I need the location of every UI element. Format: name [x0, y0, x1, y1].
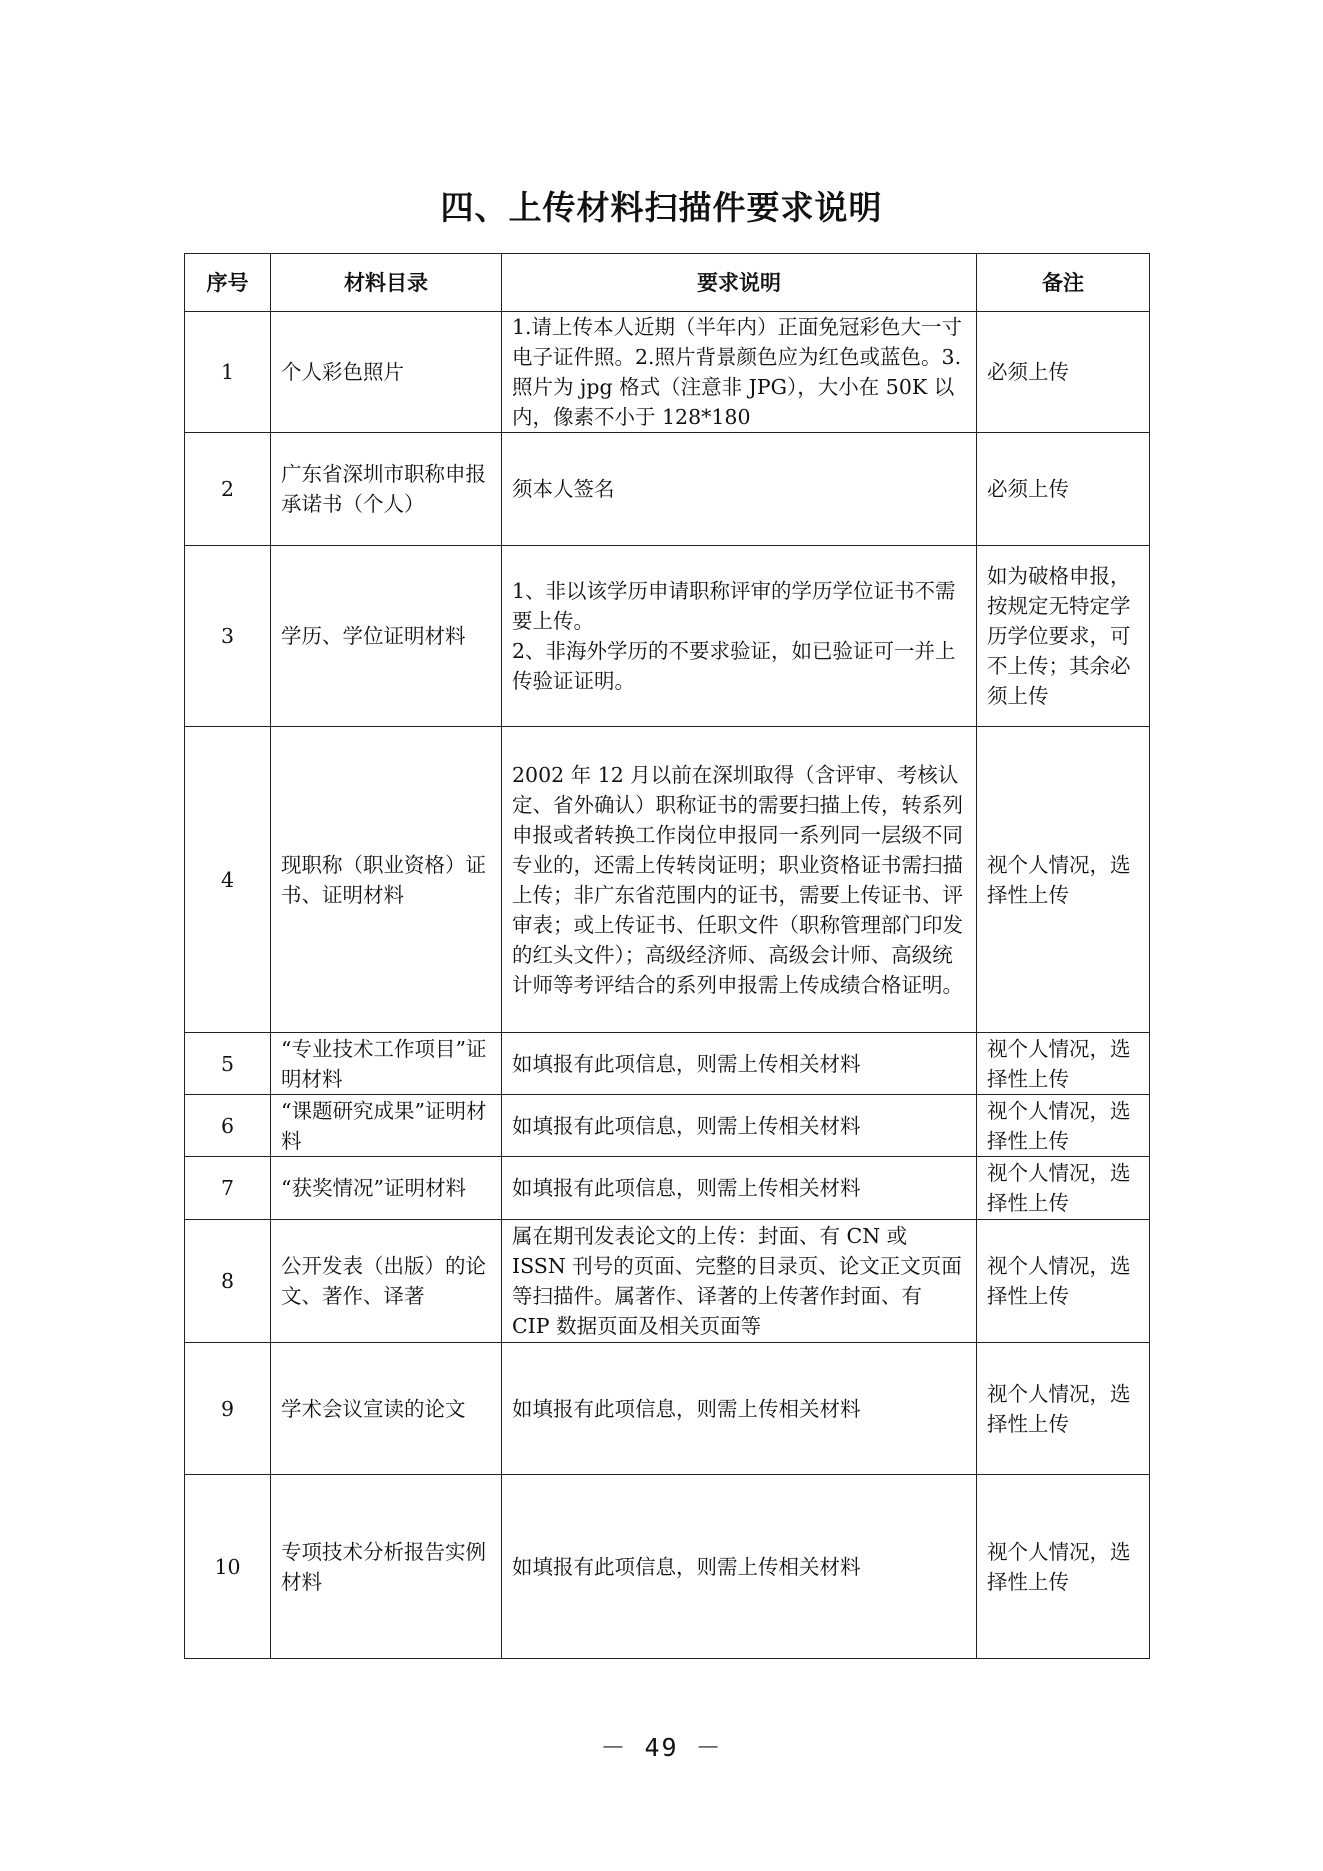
row-item: 现职称（职业资格）证书、证明材料	[271, 727, 502, 1033]
table-row	[185, 1343, 1150, 1475]
page-number: － 49 －	[600, 1733, 723, 1762]
row-no: 3	[185, 546, 271, 727]
header-item: 材料目录	[271, 254, 502, 312]
row-item: 学术会议宣读的论文	[271, 1343, 502, 1475]
row-note: 视个人情况，选择性上传	[977, 1343, 1150, 1475]
row-item: 学历、学位证明材料	[271, 546, 502, 727]
row-no: 2	[185, 433, 271, 546]
header-note: 备注	[977, 254, 1150, 312]
table-header-row	[185, 254, 1150, 312]
header-requirement: 要求说明	[502, 254, 977, 312]
row-no: 6	[185, 1095, 271, 1157]
row-item: “专业技术工作项目”证明材料	[271, 1033, 502, 1095]
row-item: 专项技术分析报告实例材料	[271, 1475, 502, 1659]
row-note: 视个人情况，选择性上传	[977, 1475, 1150, 1659]
row-item: 公开发表（出版）的论文、著作、译著	[271, 1220, 502, 1343]
materials-table	[184, 253, 1150, 1659]
row-note: 必须上传	[977, 312, 1150, 433]
row-requirement: 2002 年 12 月以前在深圳取得（含评审、考核认定、省外确认）职称证书的需要扫描上传，转系列申报或者转换工作岗位申报同一系列同一层级不同专业的，还需上传转岗证明；职业资格证书需扫描上传；非广东省范围内的证书，需要上传证书、评审表；或上传证书、任职文件（职称管理部门印发的红头文件）；高级经济师、高级会计师、高级统计师等考评结合的系列申报需上传成绩合格证明。	[502, 727, 977, 1033]
row-no: 1	[185, 312, 271, 433]
table-row	[185, 727, 1150, 1033]
page-title: 四、上传材料扫描件要求说明	[440, 188, 883, 227]
row-no: 5	[185, 1033, 271, 1095]
header-no: 序号	[185, 254, 271, 312]
table-row	[185, 1033, 1150, 1095]
row-requirement: 如填报有此项信息，则需上传相关材料	[502, 1343, 977, 1475]
row-requirement: 如填报有此项信息，则需上传相关材料	[502, 1095, 977, 1157]
row-item: “获奖情况”证明材料	[271, 1157, 502, 1220]
row-note: 视个人情况，选择性上传	[977, 1033, 1150, 1095]
row-requirement: 如填报有此项信息，则需上传相关材料	[502, 1157, 977, 1220]
row-note: 视个人情况，选择性上传	[977, 1157, 1150, 1220]
row-requirement: 1.请上传本人近期（半年内）正面免冠彩色大一寸电子证件照。2.照片背景颜色应为红色或蓝色。3.照片为 jpg 格式（注意非 JPG），大小在 50K 以内，像素不小于 128*180	[502, 312, 977, 433]
row-requirement: 属在期刊发表论文的上传：封面、有 CN 或 ISSN 刊号的页面、完整的目录页、论文正文页面等扫描件。属著作、译著的上传著作封面、有 CIP 数据页面及相关页面等	[502, 1220, 977, 1343]
table-row	[185, 1157, 1150, 1220]
row-note: 视个人情况，选择性上传	[977, 1095, 1150, 1157]
table-row	[185, 312, 1150, 433]
row-item: “课题研究成果”证明材料	[271, 1095, 502, 1157]
row-item: 个人彩色照片	[271, 312, 502, 433]
table-row	[185, 1475, 1150, 1659]
table-row	[185, 433, 1150, 546]
row-requirement: 须本人签名	[502, 433, 977, 546]
row-note: 视个人情况，选择性上传	[977, 727, 1150, 1033]
table-row	[185, 546, 1150, 727]
row-requirement: 如填报有此项信息，则需上传相关材料	[502, 1033, 977, 1095]
row-note: 如为破格申报，按规定无特定学历学位要求，可不上传；其余必须上传	[977, 546, 1150, 727]
row-no: 4	[185, 727, 271, 1033]
row-note: 视个人情况，选择性上传	[977, 1220, 1150, 1343]
row-requirement: 1、非以该学历申请职称评审的学历学位证书不需要上传。 2、非海外学历的不要求验证，如已验证可一并上传验证证明。	[502, 546, 977, 727]
table-row	[185, 1095, 1150, 1157]
row-no: 9	[185, 1343, 271, 1475]
row-requirement: 如填报有此项信息，则需上传相关材料	[502, 1475, 977, 1659]
row-note: 必须上传	[977, 433, 1150, 546]
table-row	[185, 1220, 1150, 1343]
row-no: 10	[185, 1475, 271, 1659]
row-item: 广东省深圳市职称申报承诺书（个人）	[271, 433, 502, 546]
row-no: 7	[185, 1157, 271, 1220]
row-no: 8	[185, 1220, 271, 1343]
